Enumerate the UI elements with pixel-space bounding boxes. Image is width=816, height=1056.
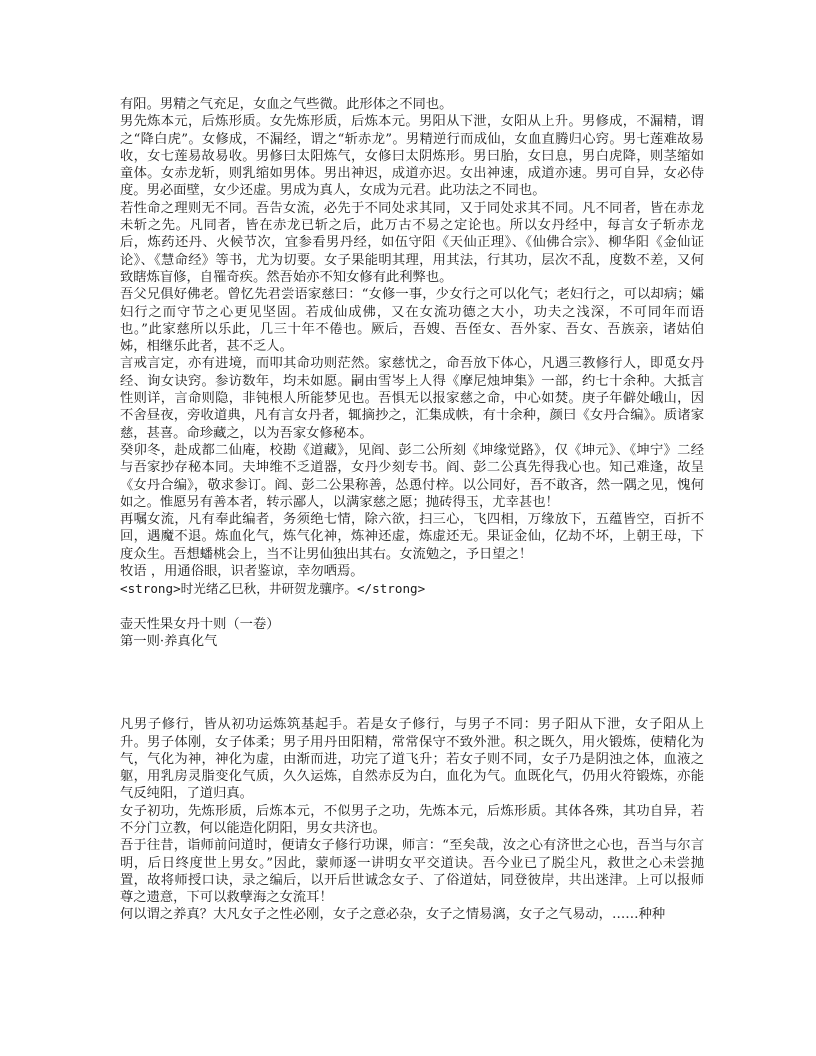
paragraph: 再嘱女流，凡有奉此编者，务须绝七情，除六欲，扫三心，飞四相，万缘放下，五蕴皆空，百折不回，遇魔不退。炼血化气，炼气化神，炼神还虚，炼虚还无。果证金仙，亿劫不坏，上朝王母，下度众生。吾想蟠桃会上，当不让男仙独出其右。女流勉之，予日望之！	[120, 512, 704, 562]
paragraph: 吾父兄俱好佛老。曾忆先君尝语家慈曰：“女修一事，少女行之可以化气；老妇行之，可以却病；孀妇行之而守节之心更见坚固。若成仙成佛，又在女流功德之大小，功夫之浅深，不可同年而语也。”此家慈所以乐此，几三十年不倦也。厥后，吾嫂、吾侄女、吾外家、吾女、吾族亲，诸姑伯姊，相继乐此者，甚不乏人。	[120, 287, 704, 355]
paragraph: 男先炼本元，后炼形质。女先炼形质，后炼本元。男阳从下泄，女阳从上升。男修成，不漏精，谓之“降白虎”。女修成，不漏经，谓之“斩赤龙”。男精逆行而成仙，女血直腾归心窍。男七莲难故易收，女七莲易故易收。男修曰太阳炼气，女修曰太阴炼形。男曰胎，女曰息，男白虎降，则茎缩如童体。女赤龙斩，则乳缩如男体。男出神迟，成道亦迟。女出神速，成道亦速。男可自异，女必侍度。男必面壁，女少还虚。男成为真人，女成为元君。此功法之不同也。	[120, 114, 704, 199]
paragraph: 凡男子修行，皆从初功运炼筑基起手。若是女子修行，与男子不同：男子阳从下泄，女子阳从上升。男子体刚，女子体柔；男子用丹田阳精，常常保守不致外泄。积之既久，用火锻炼，使精化为气，气化为神，神化为虚，由渐而进，功完了道飞升；若女子则不同，女子乃是阴浊之体，血液之躯，用乳房灵脂变化气质，久久运炼，自然赤反为白，血化为气。血既化气，仍用火符锻炼，亦能气反纯阳，了道归真。	[120, 717, 704, 802]
book-title: 壶天性果女丹十则（一卷）	[120, 616, 280, 632]
paragraph: 言戒言定，亦有进境，而叩其命功则茫然。家慈忧之，命吾放下体心，凡遇三教修行人，即觅女丹经、询女诀窍。参访数年，均未如愿。嗣由雪岑上人得《摩尼烛坤集》一部，约七十余种。大抵言性则详，言命则隐，非钝根人所能梦见也。吾惧无以报家慈之命，中心如焚。庚子年僻处峨山，因不舍昼夜，旁收道典，凡有言女丹者，辄摘抄之，汇集成帙，有十余种，颜曰《女丹合编》。质诸家慈，甚喜。命珍藏之，以为吾家女修秘本。	[120, 356, 704, 441]
preface-signature: <strong>时光绪乙巳秋，井研贺龙骧序。</strong>	[120, 581, 426, 597]
paragraph: 若性命之理则无不同。吾告女流，必先于不同处求其同，又于同处求其不同。凡不同者，皆在赤龙未斩之先。凡同者，皆在赤龙已斩之后，此万古不易之定论也。所以女丹经中，每言女子斩赤龙后，炼药还丹、火候节次，宜参看男丹经，如伍守阳《天仙正理》、《仙佛合宗》、柳华阳《金仙证论》、《慧命经》等书，尤为切要。女子果能明其理，用其法，行其功，层次不乱，度数不差，又何致瞎炼盲修，自罹奇疾。然吾始亦不知女修有此利弊也。	[120, 200, 704, 285]
paragraph: 牧语 ，用通俗眼，识者鉴谅，幸勿哂焉。	[120, 564, 364, 580]
paragraph: 女子初功，先炼形质，后炼本元，不似男子之功，先炼本元，后炼形质。其体各殊，其功自异，若不分门立教，何以能造化阴阳，男女共济也。	[120, 803, 704, 836]
chapter-title: 第一则·养真化气	[120, 633, 218, 649]
document-page	[120, 96, 704, 924]
paragraph: 何以谓之养真？大凡女子之性必刚，女子之意必杂，女子之情易漓，女子之气易动，……种种	[120, 907, 666, 923]
blank-space	[120, 650, 704, 716]
paragraph: 癸卯冬，赴成都二仙庵，校勘《道藏》，见阎、彭二公所刻《坤缘觉路》，仅《坤元》、《坤宁》二经与吾家抄存秘本同。夫坤维不乏道器，女丹少刻专书。阎、彭二公真先得我心也。知己难逢，故呈《女丹合编》，敬求参订。阎、彭二公果称善，怂恿付梓。以公同好，吾不敢吝，然一隅之见，愧何如之。惟愿另有善本者，转示鄙人，以满家慈之愿；抛砖得玉，尤幸甚也！	[120, 442, 704, 510]
paragraph: 有阳。男精之气充足，女血之气些微。此形体之不同也。	[120, 97, 453, 112]
paragraph: 吾于往昔，诣师前问道时，便请女子修行功课，师言：“至矣哉，汝之心有济世之心也，吾当与尔言明，后日终度世上男女。”因此，蒙师逐一讲明女平交道诀。吾今业已了脱尘凡，救世之心未尝抛置，故将师授口诀，录之编后，以开后世诚念女子、了俗道姑，同登彼岸，共出迷津。上可以报师尊之遗意，下可以救孽海之女流耳！	[120, 838, 704, 906]
